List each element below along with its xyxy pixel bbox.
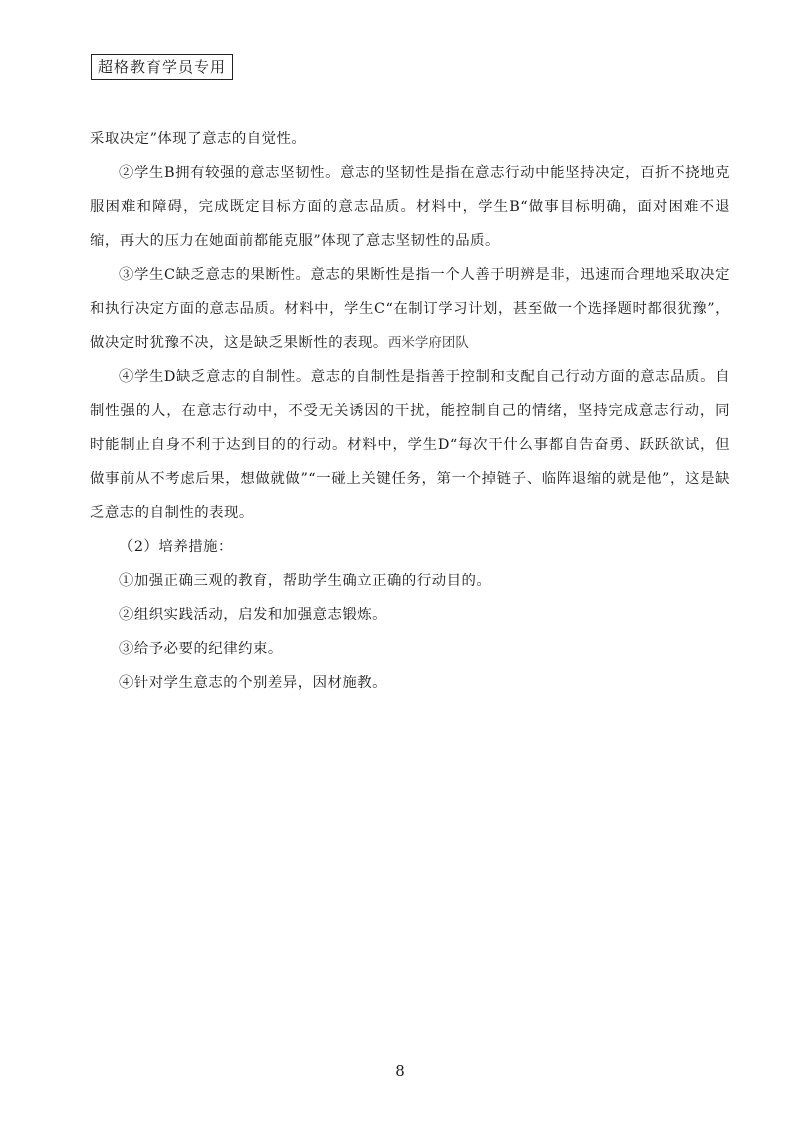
page-number: 8: [395, 1062, 405, 1080]
paragraph-text: ②组织实践活动，启发和加强意志锻炼。: [119, 607, 388, 623]
document-body: [90, 122, 730, 700]
header-label: 超格教育学员专用: [98, 58, 227, 76]
paragraph-text: ③学生C缺乏意志的果断性。意志的果断性是指一个人善于明辨是非，迅速而合理地采取决定和执行决定方面的意志品质。材料中，学生C“在制订学习计划，甚至做一个选择题时都很犹豫”，做决定时犹豫不决，这是缺乏果断性的表现。: [90, 267, 730, 351]
paragraph-student-c: [90, 258, 730, 360]
inline-watermark: 西米学府团队: [387, 335, 469, 351]
header-label-box: [91, 54, 233, 80]
paragraph-text: ②学生B拥有较强的意志坚韧性。意志的坚韧性是指在意志行动中能坚持决定，百折不挠地克服困难和障碍，完成既定目标方面的意志品质。材料中，学生B“做事目标明确，面对困难不退缩，再大的压力在她面前都能克服”体现了意志坚韧性的品质。: [90, 165, 730, 249]
paragraph-text: （2）培养措施：: [119, 539, 233, 555]
paragraph-text: ④学生D缺乏意志的自制性。意志的自制性是指善于控制和支配自己行动方面的意志品质。自制性强的人，在意志行动中，不受无关诱因的干扰，能控制自己的情绪，坚持完成意志行动，同时能制止自身不利于达到目的的行动。材料中，学生D“每次干什么事都自告奋勇、跃跃欲试，但做事前从不考虑后果，想做就做”“一碰上关键任务，第一个掉链子、临阵退缩的就是他”，这是缺乏意志的自制性的表现。: [90, 369, 730, 521]
paragraph-text: 采取决定”体现了意志的自觉性。: [90, 131, 307, 147]
section-heading-measures: [90, 530, 730, 564]
paragraph-text: ①加强正确三观的教育，帮助学生确立正确的行动目的。: [119, 573, 492, 589]
measure-item-4: [90, 666, 730, 700]
measure-item-2: [90, 598, 730, 632]
paragraph-text: ④针对学生意志的个别差异，因材施教。: [119, 675, 388, 691]
paragraph-continuation: [90, 122, 730, 156]
measure-item-1: [90, 564, 730, 598]
paragraph-student-b: [90, 156, 730, 258]
paragraph-student-d: [90, 360, 730, 530]
measure-item-3: [90, 632, 730, 666]
paragraph-text: ③给予必要的纪律约束。: [119, 641, 283, 657]
